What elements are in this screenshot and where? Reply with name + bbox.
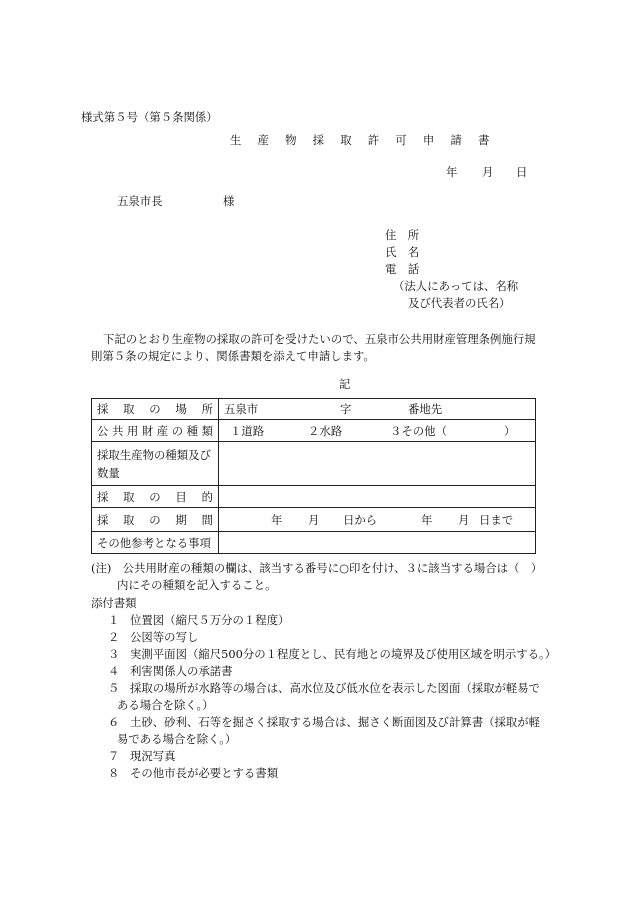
attachment-number: １ <box>108 613 120 627</box>
attachment-number: ４ <box>108 664 120 678</box>
addressee-name: 五泉市長 <box>117 194 163 208</box>
value-other[interactable] <box>219 532 536 554</box>
label-char: 取 <box>123 489 135 504</box>
label-char: 類 <box>201 423 213 438</box>
period-year-to: 年 <box>421 512 433 527</box>
label-char: 取 <box>123 402 135 416</box>
label-product <box>92 442 219 486</box>
location-aza: 字 <box>340 402 352 416</box>
attachment-number: ３ <box>108 647 120 661</box>
attachment-text: 土砂、砂利、石等を掘さく採取する場合は、掘さく断面図及び計算書（採取が軽 <box>130 715 541 729</box>
label-purpose-text <box>97 490 213 504</box>
value-property-type[interactable] <box>219 420 536 442</box>
label-char: 採 <box>97 512 109 527</box>
attachment-item-3 <box>108 647 556 661</box>
attachment-number: ５ <box>108 681 120 695</box>
body-line-2: 則第５条の規定により、関係書類を添えて申請します。 <box>91 349 375 363</box>
label-property-type-text <box>97 424 213 438</box>
period-month-from: 月 <box>308 512 320 527</box>
label-char: 目 <box>175 489 187 504</box>
attachment-item-5-cont: ある場合を除く。） <box>117 698 214 712</box>
option-waterway[interactable]: ２水路 <box>308 423 343 438</box>
attachment-text: その他市長が必要とする書類 <box>130 766 279 780</box>
applicant-phone-label: 電 話 <box>385 262 420 276</box>
date-month: 月 <box>482 165 494 179</box>
label-char: の <box>149 402 161 416</box>
applicant-corp-note-2: 及び代表者の氏名） <box>408 296 511 310</box>
label-char: の <box>149 489 161 504</box>
ki-heading: 記 <box>339 377 351 391</box>
attachment-text: 現況写真 <box>130 749 176 763</box>
attachment-item-4 <box>108 664 233 678</box>
label-char: 種 <box>186 423 199 438</box>
table-row-product <box>92 442 536 486</box>
attachment-item-5 <box>108 681 540 695</box>
label-char: 用 <box>126 423 139 438</box>
label-period-text <box>97 513 213 527</box>
value-location[interactable] <box>219 399 536 420</box>
label-char: 期 <box>175 512 187 527</box>
attachment-text: 実測平面図（縮尺500分の１程度とし、民有地との境界及び使用区域を明示する。） <box>130 647 557 661</box>
label-char: 共 <box>111 423 124 438</box>
period-day-to: 日まで <box>479 512 514 527</box>
attachment-item-7 <box>108 749 176 763</box>
applicant-corp-note-1: （法人にあっては、名称 <box>393 279 519 293</box>
label-product-line-2: 数量 <box>97 465 120 480</box>
label-char: 所 <box>201 402 213 416</box>
body-line-1: 下記のとおり生産物の採取の許可を受けたいので、五泉市公共用財産管理条例施行規 <box>103 332 536 346</box>
applicant-name-label: 氏 名 <box>385 245 420 259</box>
label-char: 間 <box>201 512 213 527</box>
table-row-period <box>92 508 536 532</box>
label-char: 採 <box>97 402 109 416</box>
attachments-heading: 添付書類 <box>91 596 137 610</box>
table-row-property-type <box>92 420 536 442</box>
period-month-to: 月 <box>458 512 470 527</box>
label-char: 財 <box>141 423 154 438</box>
attachment-item-8 <box>108 766 278 780</box>
table-row-purpose <box>92 486 536 508</box>
attachment-number: ７ <box>108 749 120 763</box>
attachment-item-6-cont: 易である場合を除く。） <box>117 732 237 746</box>
label-location-text <box>97 402 213 416</box>
table-row-other <box>92 532 536 554</box>
period-year-from: 年 <box>271 512 283 527</box>
attachment-text: 利害関係人の承諾書 <box>130 664 233 678</box>
form-header: 様式第５号（第５条関係） <box>81 110 218 124</box>
value-purpose[interactable] <box>219 486 536 508</box>
option-other-close: ） <box>504 423 516 438</box>
attachment-item-6 <box>108 715 540 729</box>
label-char: 的 <box>201 489 213 504</box>
label-char: 採 <box>97 489 109 504</box>
application-table <box>91 398 536 554</box>
label-other: その他参考となる事項 <box>92 532 219 554</box>
applicant-address-label: 住 所 <box>385 228 420 242</box>
option-other[interactable]: ３その他（ <box>390 423 447 438</box>
attachment-number: ２ <box>108 630 120 644</box>
attachment-item-1 <box>108 613 289 627</box>
label-purpose <box>92 486 219 508</box>
label-char: 取 <box>123 512 135 527</box>
attachment-text: 採取の場所が水路等の場合は、高水位及び低水位を表示した図面（採取が軽易で <box>130 681 541 695</box>
value-product[interactable] <box>219 442 536 486</box>
label-product-line-1: 採取生産物の種類及び <box>97 447 211 462</box>
attachment-number: ８ <box>108 766 120 780</box>
attachment-number: ６ <box>108 715 120 729</box>
note-line-1: (注) 公共用財産の種類の欄は、該当する番号に○印を付け、３に該当する場合は（ ） <box>91 561 543 575</box>
value-period[interactable] <box>219 508 536 532</box>
label-property-type <box>92 420 219 442</box>
date-day: 日 <box>516 165 528 179</box>
label-char: 場 <box>175 402 187 416</box>
option-road[interactable]: １道路 <box>230 423 265 438</box>
addressee-honorific: 様 <box>223 194 235 208</box>
location-banchi: 番地先 <box>408 402 443 416</box>
attachment-text: 位置図（縮尺５万分の１程度） <box>130 613 290 627</box>
date-year: 年 <box>446 165 458 179</box>
label-char: 産 <box>156 423 169 438</box>
label-period <box>92 508 219 532</box>
form-title: 生 産 物 採 取 許 可 申 請 書 <box>230 133 496 147</box>
location-city: 五泉市 <box>224 402 259 416</box>
label-char: 公 <box>97 423 109 438</box>
note-line-2: 内にその種類を記入すること。 <box>117 578 277 592</box>
attachment-text: 公図等の写し <box>130 630 199 644</box>
table-row-location <box>92 399 536 420</box>
label-location <box>92 399 219 420</box>
label-char: の <box>171 423 184 438</box>
period-day-from: 日から <box>343 512 378 527</box>
attachment-item-2 <box>108 630 198 644</box>
label-char: の <box>149 512 161 527</box>
